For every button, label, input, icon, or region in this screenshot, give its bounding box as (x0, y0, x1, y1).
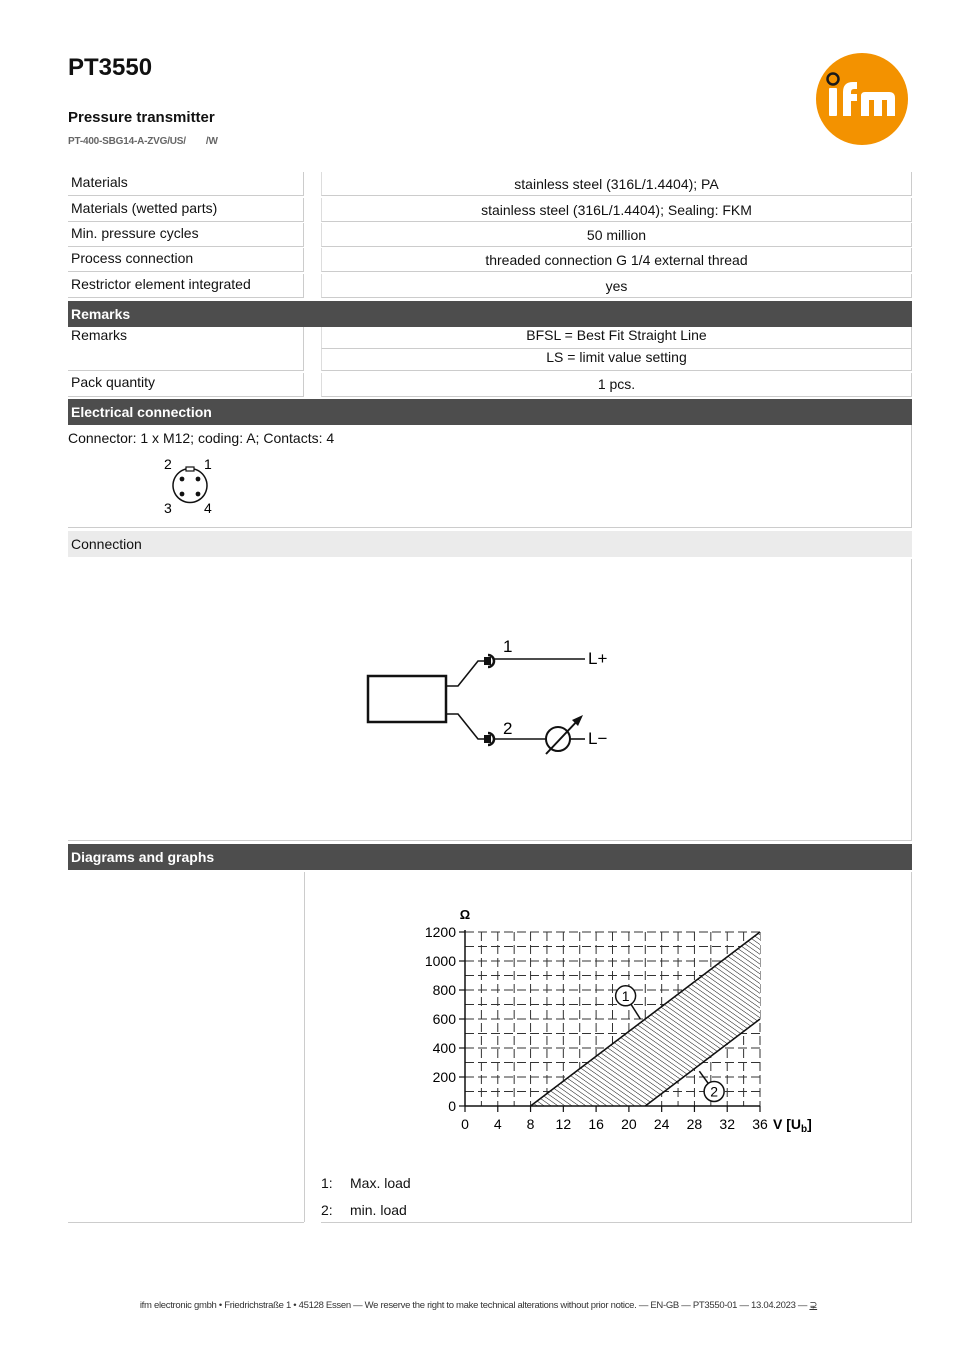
legend-item-1: 1: Max. load (321, 1175, 411, 1191)
terminal-l-minus: L− (588, 729, 608, 748)
load-chart (410, 900, 830, 1140)
y-tick-label: 0 (448, 1098, 456, 1114)
spec-row (68, 248, 912, 272)
spec-value: 50 million (321, 223, 912, 247)
connector-text: Connector: 1 x M12; coding: A; Contacts: 4 (68, 430, 335, 446)
remarks-row (68, 327, 912, 371)
annotation-label-2: 2 (710, 1083, 719, 1100)
wire-label-1: 1 (503, 637, 513, 656)
y-tick-label: 200 (432, 1069, 456, 1085)
spec-value: stainless steel (316L/1.4404); PA (321, 172, 912, 196)
m12-connector-pinout (158, 454, 218, 518)
pack-quantity-value: 1 pcs. (321, 373, 912, 397)
x-tick-label: 12 (555, 1116, 572, 1132)
y-tick-label: 600 (432, 1011, 456, 1027)
x-tick-label: 36 (752, 1116, 768, 1132)
spec-value: threaded connection G 1/4 external thread (321, 248, 912, 272)
pin-label: 3 (164, 500, 172, 516)
footer-text: ifm electronic gmbh • Friedrichstraße 1 • 45128 Essen — We reserve the right to make technical alterations without prior notice. — EN-GB — PT3550-01 — 13.04.2023 — ⊋ (139, 1300, 818, 1311)
pack-quantity-label: Pack quantity (68, 373, 304, 397)
spec-label: Min. pressure cycles (68, 223, 304, 247)
pin-label: 4 (204, 500, 212, 516)
pin-label: 1 (204, 456, 212, 472)
spec-label: Restrictor element integrated (68, 274, 304, 298)
remarks-section-heading: Remarks (68, 301, 912, 327)
y-tick-label: 400 (432, 1040, 456, 1056)
y-axis-label: Ω (459, 907, 471, 922)
spec-value: yes (321, 274, 912, 298)
product-subtitle: Pressure transmitter (68, 109, 215, 126)
electrical-section-heading: Electrical connection (68, 399, 912, 425)
x-tick-label: 28 (686, 1116, 703, 1132)
spec-row (68, 274, 912, 298)
x-tick-label: 32 (719, 1116, 736, 1132)
pin-label: 2 (164, 456, 172, 472)
terminal-l-plus: L+ (588, 649, 608, 668)
spec-label: Process connection (68, 248, 304, 272)
spec-row (68, 198, 912, 222)
connection-label: Connection (68, 531, 912, 557)
annotation-label-1: 1 (621, 987, 630, 1004)
x-axis-label: V $[U_b]$ (773, 1116, 812, 1135)
pack-quantity-row (68, 373, 912, 397)
y-tick-label: 1000 (424, 953, 456, 969)
x-tick-label: 4 (493, 1116, 502, 1132)
diagrams-section-heading: Diagrams and graphs (68, 844, 912, 870)
spec-value: stainless steel (316L/1.4404); Sealing: FKM (321, 198, 912, 222)
wiring-diagram (360, 630, 620, 760)
spec-row (68, 172, 912, 196)
y-tick-label: 800 (432, 982, 456, 998)
page-title: PT3550 (68, 54, 153, 81)
remarks-label: Remarks (68, 327, 304, 371)
x-tick-label: 8 (526, 1116, 535, 1132)
y-tick-label: 1200 (424, 924, 456, 940)
legend-item-2: 2: min. load (321, 1202, 407, 1218)
article-number: PT-400-SBG14-A-ZVG/US/ /W (68, 136, 218, 147)
x-tick-label: 0 (461, 1116, 469, 1132)
wire-label-2: 2 (503, 719, 513, 738)
remarks-value-1: BFSL = Best Fit Straight Line (321, 327, 912, 349)
remarks-value-2: LS = limit value setting (321, 349, 912, 371)
x-tick-label: 24 (653, 1116, 670, 1132)
x-tick-label: 16 (588, 1116, 604, 1132)
x-tick-label: 20 (621, 1116, 637, 1132)
spec-label: Materials (wetted parts) (68, 198, 304, 222)
ifm-logo (815, 52, 909, 146)
spec-label: Materials (68, 172, 304, 196)
spec-row (68, 223, 912, 247)
